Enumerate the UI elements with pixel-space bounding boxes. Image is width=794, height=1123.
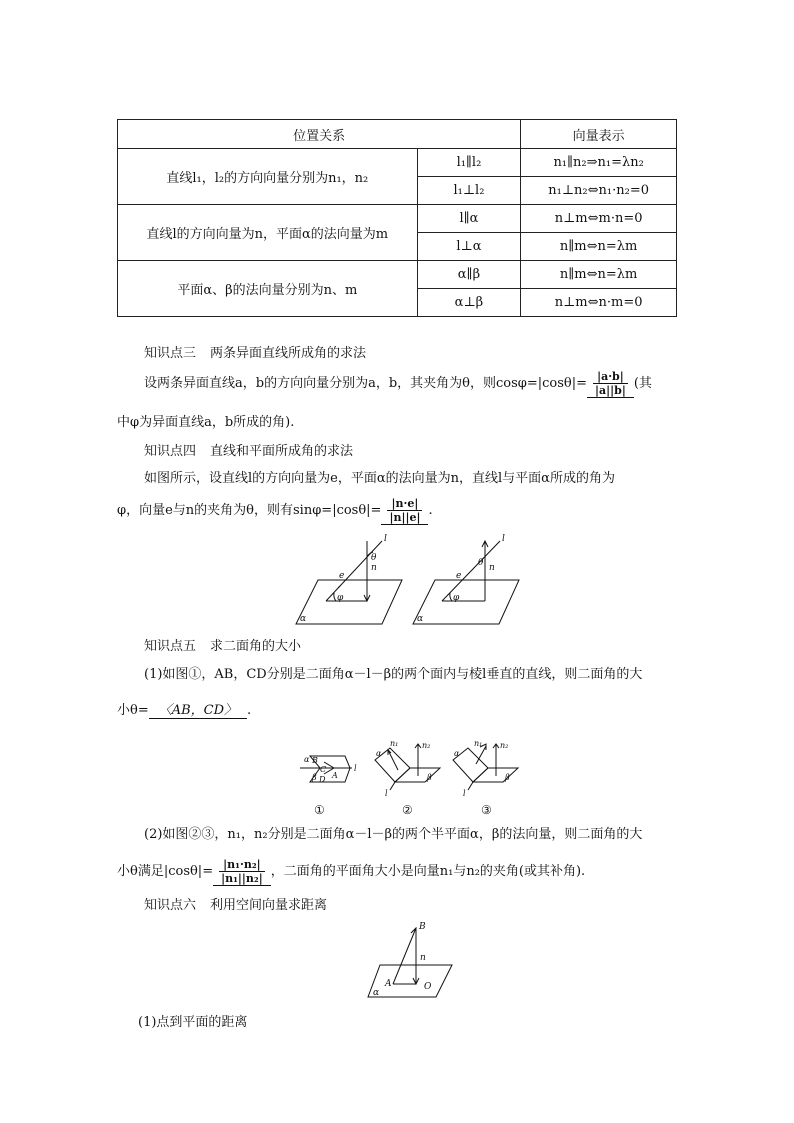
label-l-2: l	[502, 534, 505, 544]
caption-fig1: ①	[314, 803, 325, 817]
table-group-description: 直线l的方向向量为n，平面α的法向量为m	[118, 205, 418, 261]
section5-p2-line1: (2)如图②③，n₁，n₂分别是二面角α－l－β的两个半平面α，β的法向量，则二面角的大	[144, 827, 643, 842]
label-l-fig2: l	[385, 789, 388, 798]
label-n1-fig2: n₁	[390, 739, 399, 748]
label-alpha-fig3: α	[454, 749, 460, 758]
section5-fraction	[219, 858, 265, 885]
plane-alpha-1	[296, 580, 402, 624]
label-beta-fig2: β	[427, 773, 432, 782]
line-plane-angle-figures	[290, 533, 520, 627]
label-n2-fig3: n₂	[500, 741, 509, 750]
label-beta-fig3: β	[505, 773, 510, 782]
table-cell-relation: l⊥α	[417, 233, 521, 261]
section4-title: 直线和平面所成角的求法	[210, 444, 354, 459]
section4-line2	[117, 497, 433, 525]
segment-AB	[393, 928, 416, 984]
table-row	[118, 261, 677, 289]
fraction-numerator: |a·b|	[593, 370, 628, 384]
table-header-row	[118, 120, 677, 149]
section4-tail: .	[428, 503, 433, 518]
section6-number: 知识点六	[144, 898, 197, 913]
label-alpha-fig2: α	[376, 749, 382, 758]
label-theta-2: θ	[478, 558, 484, 568]
fraction-denominator: |a||b|	[595, 384, 626, 397]
section4-line1: 如图所示，设直线l的方向向量为e，平面α的法向量为n，直线l与平面α所成的角为	[144, 471, 615, 486]
position-relation-table	[117, 119, 677, 317]
label-alpha-dist: α	[373, 988, 380, 998]
table-header-vector: 向量表示	[521, 120, 677, 149]
label-e-2: e	[456, 571, 462, 581]
section5-p1-line1: (1)如图①，AB，CD分别是二面角α－l－β的两个面内与棱l垂直的直线，则二面角的大	[144, 667, 643, 682]
table-cell-relation: l₁⊥l₂	[417, 177, 521, 205]
plane-alpha-2	[413, 580, 519, 624]
section3-line1	[144, 370, 652, 398]
label-A-dist: A	[385, 979, 392, 989]
caption-fig3: ③	[481, 803, 492, 817]
label-phi-2: φ	[453, 593, 460, 603]
section6-sub1: (1)点到平面的距离	[138, 1015, 248, 1030]
label-D-fig1: D	[319, 775, 326, 784]
label-e-1: e	[339, 571, 345, 581]
section4-number: 知识点四	[144, 444, 197, 459]
fraction-numerator: |n₁·n₂|	[219, 858, 265, 872]
label-n-dist: n	[420, 953, 426, 963]
section5-p2-line2	[117, 858, 585, 886]
section3-fraction	[593, 370, 628, 397]
section3-blank	[587, 370, 634, 398]
table-cell-vector: n⊥m⇔n·m=0	[521, 289, 677, 317]
label-phi-1: φ	[337, 593, 344, 603]
table-cell-vector: n∥m⇔n=λm	[521, 261, 677, 289]
section3-line2: 中φ为异面直线a，b所成的角).	[117, 415, 295, 430]
label-n1-fig3: n₁	[474, 739, 483, 748]
section6-heading	[144, 894, 327, 913]
label-l-fig3: l	[463, 789, 466, 798]
label-l-fig1: l	[354, 764, 357, 773]
section5-p1-line2	[117, 699, 251, 719]
section4-fraction	[387, 497, 422, 524]
table-cell-vector: n⊥m⇔m·n=0	[521, 205, 677, 233]
section5-title: 求二面角的大小	[210, 639, 302, 654]
section3-text: 设两条异面直线a，b的方向向量分别为a，b，其夹角为θ，则cosφ=|cosθ|=	[144, 376, 588, 391]
label-alpha-1: α	[300, 614, 307, 624]
table-group-description: 平面α、β的法向量分别为n、m	[118, 261, 418, 317]
section3-heading	[144, 342, 366, 361]
section3-number: 知识点三	[144, 346, 197, 361]
fraction-numerator: |n·e|	[387, 497, 422, 511]
plane-alpha-dist	[368, 965, 452, 997]
table-group-description: 直线l₁，l₂的方向向量分别为n₁，n₂	[118, 149, 418, 205]
label-C-fig1: C	[320, 765, 327, 774]
table-cell-relation: α∥β	[417, 261, 521, 289]
section5-p1-blank: 〈AB，CD〉	[149, 699, 247, 719]
table-cell-relation: α⊥β	[417, 289, 521, 317]
table-cell-relation: l₁∥l₂	[417, 149, 521, 177]
label-l-1: l	[384, 534, 387, 544]
label-theta-1: θ	[371, 553, 377, 563]
section5-p1-tail: .	[247, 703, 252, 718]
section4-text: φ，向量e与n的夹角为θ，则有sinφ=|cosθ|=	[117, 503, 382, 518]
label-B-dist: B	[419, 922, 426, 932]
label-B-fig1: B	[312, 756, 318, 765]
caption-fig2: ②	[402, 803, 413, 817]
dihedral-angle-figures	[290, 738, 530, 820]
table-cell-vector: n∥m⇔n=λm	[521, 233, 677, 261]
section5-p2-tail: ，二面角的平面角大小是向量n₁与n₂的夹角(或其补角).	[270, 864, 586, 879]
label-A-fig1: A	[332, 771, 338, 780]
label-n2-fig2: n₂	[422, 741, 431, 750]
section5-p2-text: 小θ满足|cosθ|=	[117, 864, 214, 879]
label-O-dist: O	[424, 982, 432, 992]
table-row	[118, 205, 677, 233]
section3-title: 两条异面直线所成角的求法	[210, 346, 367, 361]
section4-blank	[381, 497, 428, 525]
fraction-denominator: |n||e|	[389, 511, 421, 524]
label-alpha-2: α	[417, 614, 424, 624]
table-cell-vector: n₁⊥n₂⇔n₁·n₂=0	[521, 177, 677, 205]
section4-heading	[144, 440, 353, 459]
point-plane-distance-figure	[366, 918, 456, 1000]
fraction-denominator: |n₁||n₂|	[221, 872, 263, 885]
section5-p1-text: 小θ=	[117, 703, 149, 718]
label-n-1: n	[371, 563, 377, 573]
table-cell-vector: n₁∥n₂⇒n₁=λn₂	[521, 149, 677, 177]
section5-heading	[144, 635, 301, 654]
section5-p2-blank	[213, 858, 271, 886]
label-beta-fig1: β	[312, 773, 317, 782]
section6-title: 利用空间向量求距离	[210, 898, 328, 913]
table-cell-relation: l∥α	[417, 205, 521, 233]
section5-number: 知识点五	[144, 639, 197, 654]
label-n-2: n	[489, 563, 495, 573]
table-header-relation: 位置关系	[118, 120, 521, 149]
table-row	[118, 149, 677, 177]
section3-tail: (其	[633, 376, 652, 391]
label-alpha-fig1: α	[304, 755, 310, 764]
